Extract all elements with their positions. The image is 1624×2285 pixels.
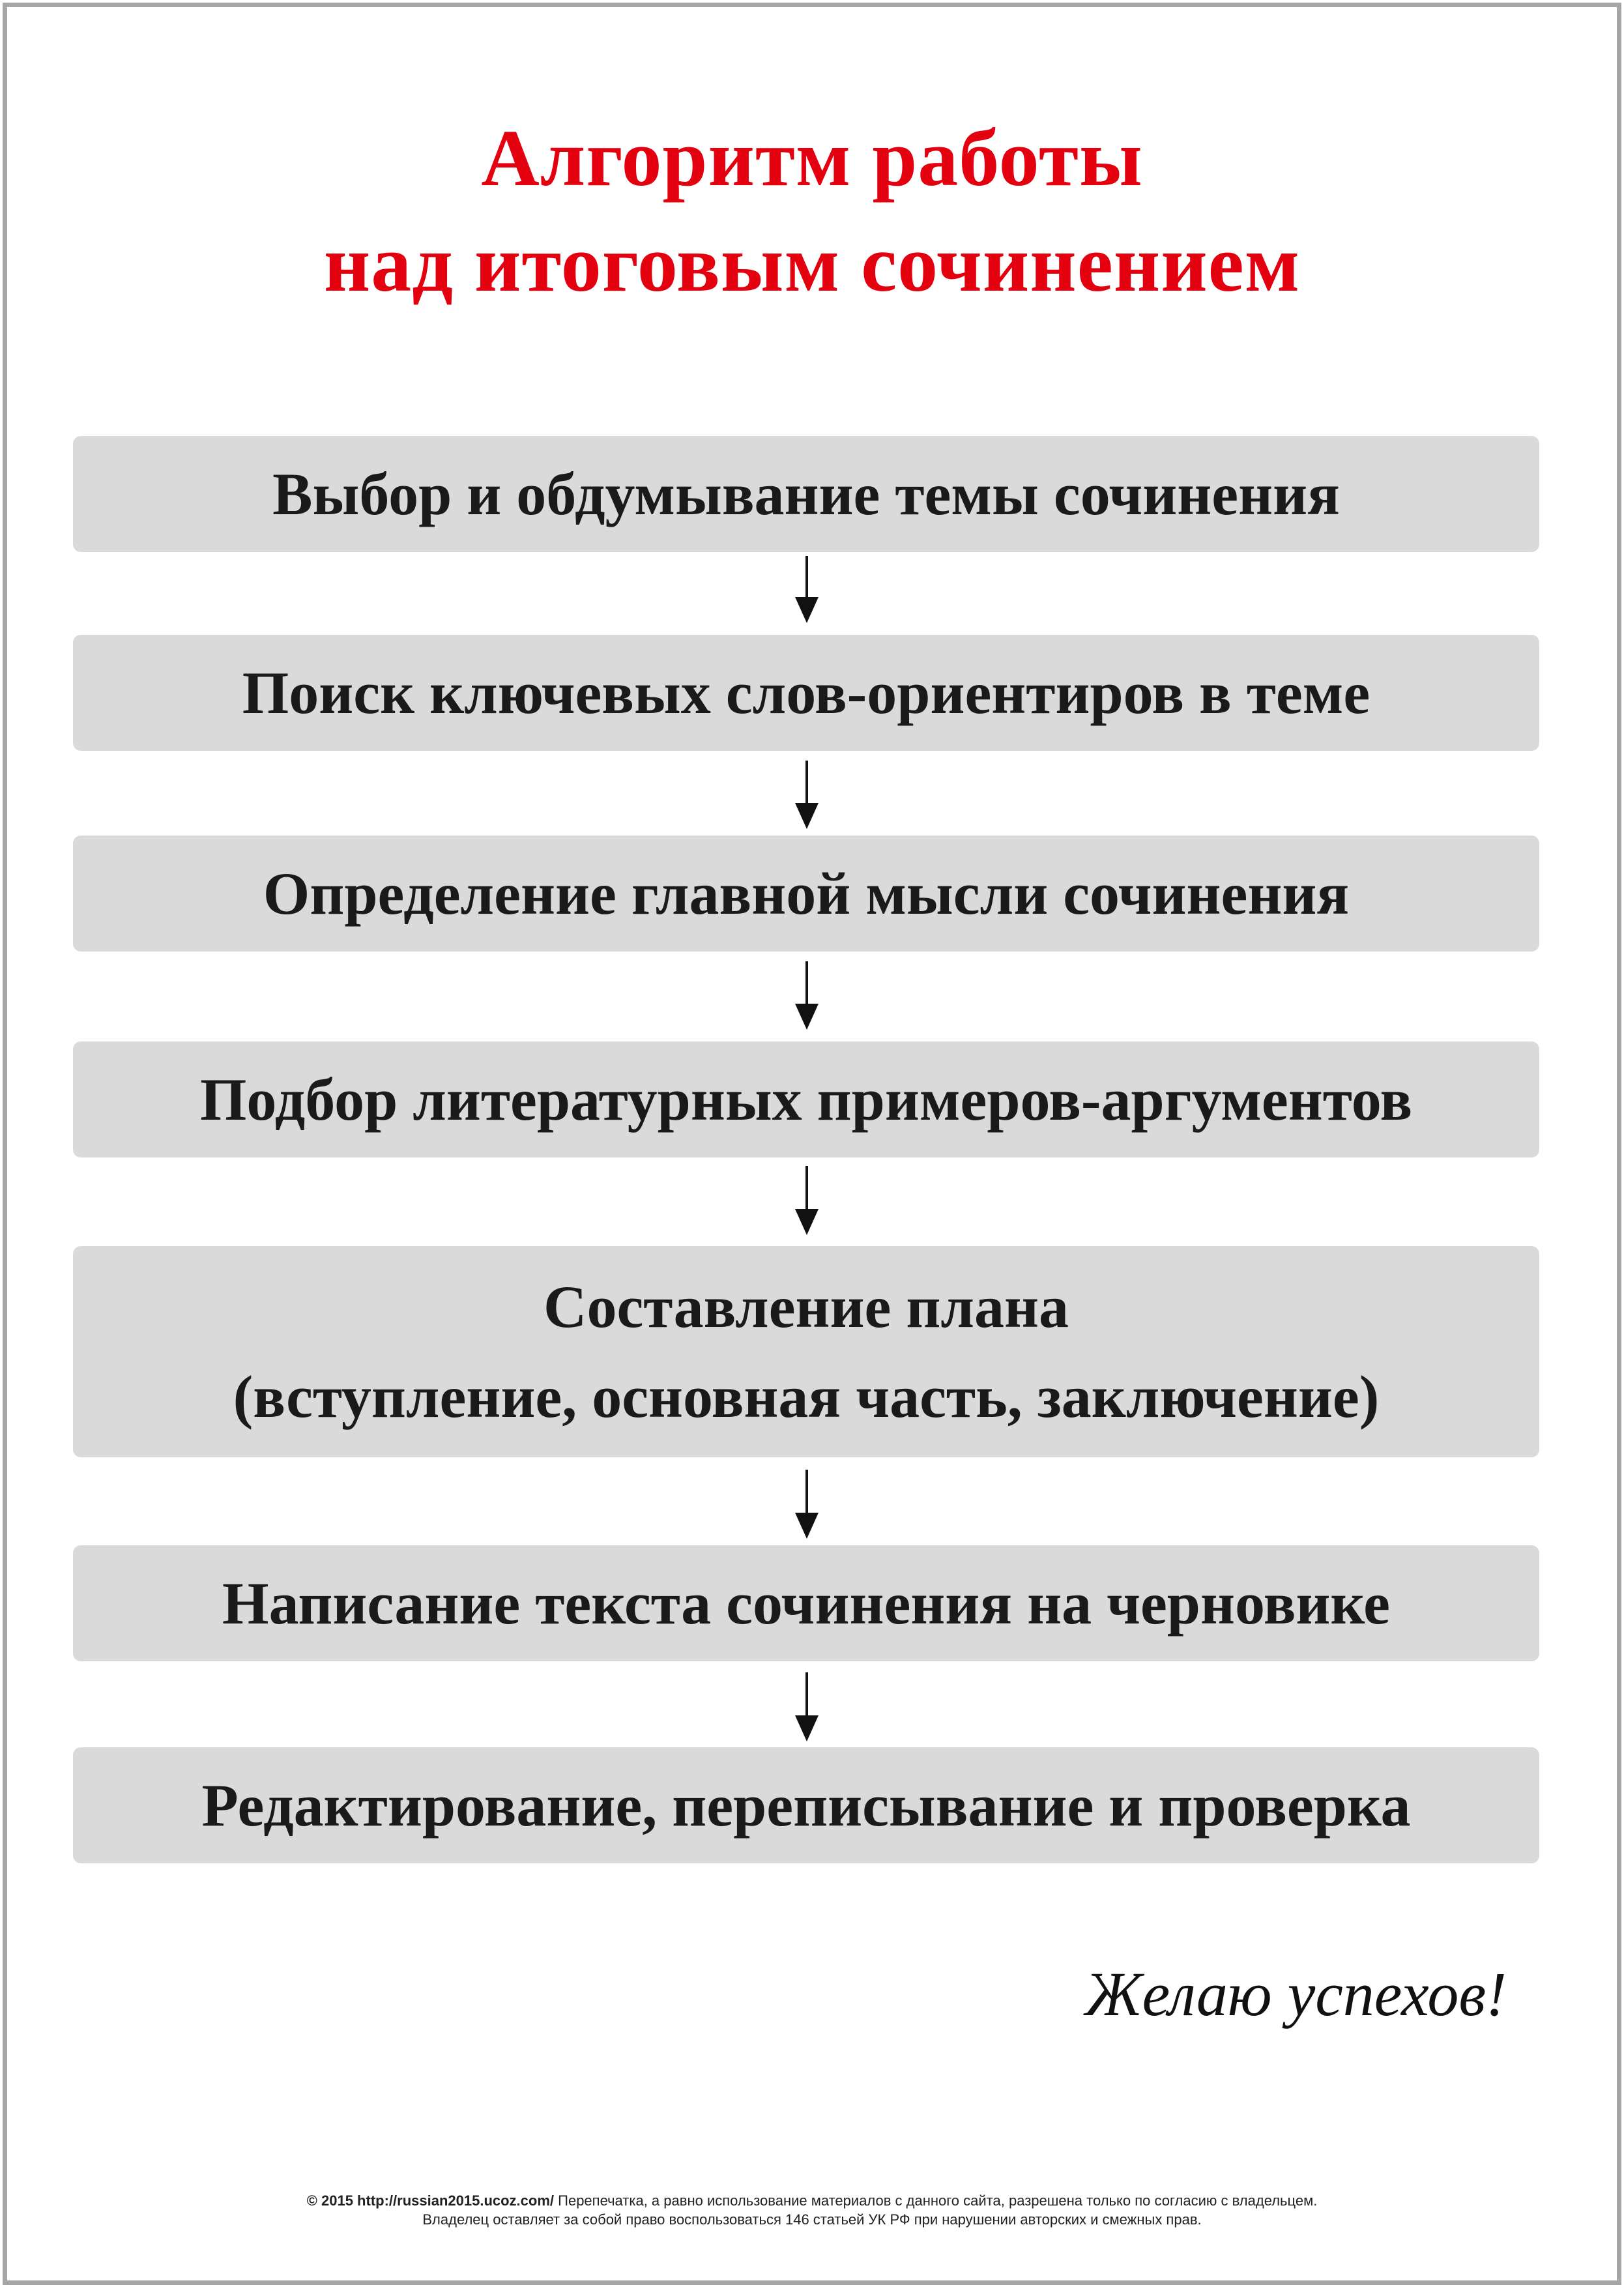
step-edit <box>73 1747 1539 1863</box>
arrow-down-icon <box>795 1672 819 1741</box>
step-label: Поиск ключевых слов-ориентиров в теме <box>242 660 1370 726</box>
step-choose-topic <box>73 436 1539 552</box>
step-label: Выбор и обдумывание темы сочинения <box>272 461 1340 527</box>
arrow-down-icon <box>795 761 819 829</box>
step-label-detail: (вступление, основная часть, заключение) <box>233 1363 1380 1430</box>
step-keywords <box>73 635 1539 751</box>
arrow-down-icon <box>795 1470 819 1539</box>
footer-notice-line-2: Владелец оставляет за собой право воспользоваться 146 статьей УК РФ при нарушении авторских и смежных прав. <box>422 2211 1202 2228</box>
footer-copyright: © 2015 http://russian2015.ucoz.com/ <box>306 2192 555 2209</box>
arrow-down-icon <box>795 1166 819 1235</box>
step-main-idea <box>73 836 1539 952</box>
footer-notice-line-1: Перепечатка, а равно использование материалов с данного сайта, разрешена только по согласию с владельцем. <box>558 2192 1318 2209</box>
step-draft <box>73 1545 1539 1661</box>
arrow-down-icon <box>795 961 819 1030</box>
step-label: Подбор литературных примеров-аргументов <box>199 1066 1413 1133</box>
step-arguments <box>73 1041 1539 1157</box>
title-line-1: Алгоритм работы <box>481 113 1143 203</box>
step-label: Написание текста сочинения на черновике <box>222 1570 1390 1637</box>
title-line-2: над итоговым сочинением <box>323 219 1301 308</box>
step-label: Определение главной мысли сочинения <box>263 860 1350 927</box>
footer-notice <box>0 2191 1624 2229</box>
step-plan <box>73 1246 1539 1457</box>
closing-wish: Желаю успехов! <box>1084 1959 1507 2029</box>
step-label: Составление плана <box>544 1273 1069 1340</box>
arrow-down-icon <box>795 556 819 623</box>
step-label: Редактирование, переписывание и проверка <box>201 1772 1411 1839</box>
